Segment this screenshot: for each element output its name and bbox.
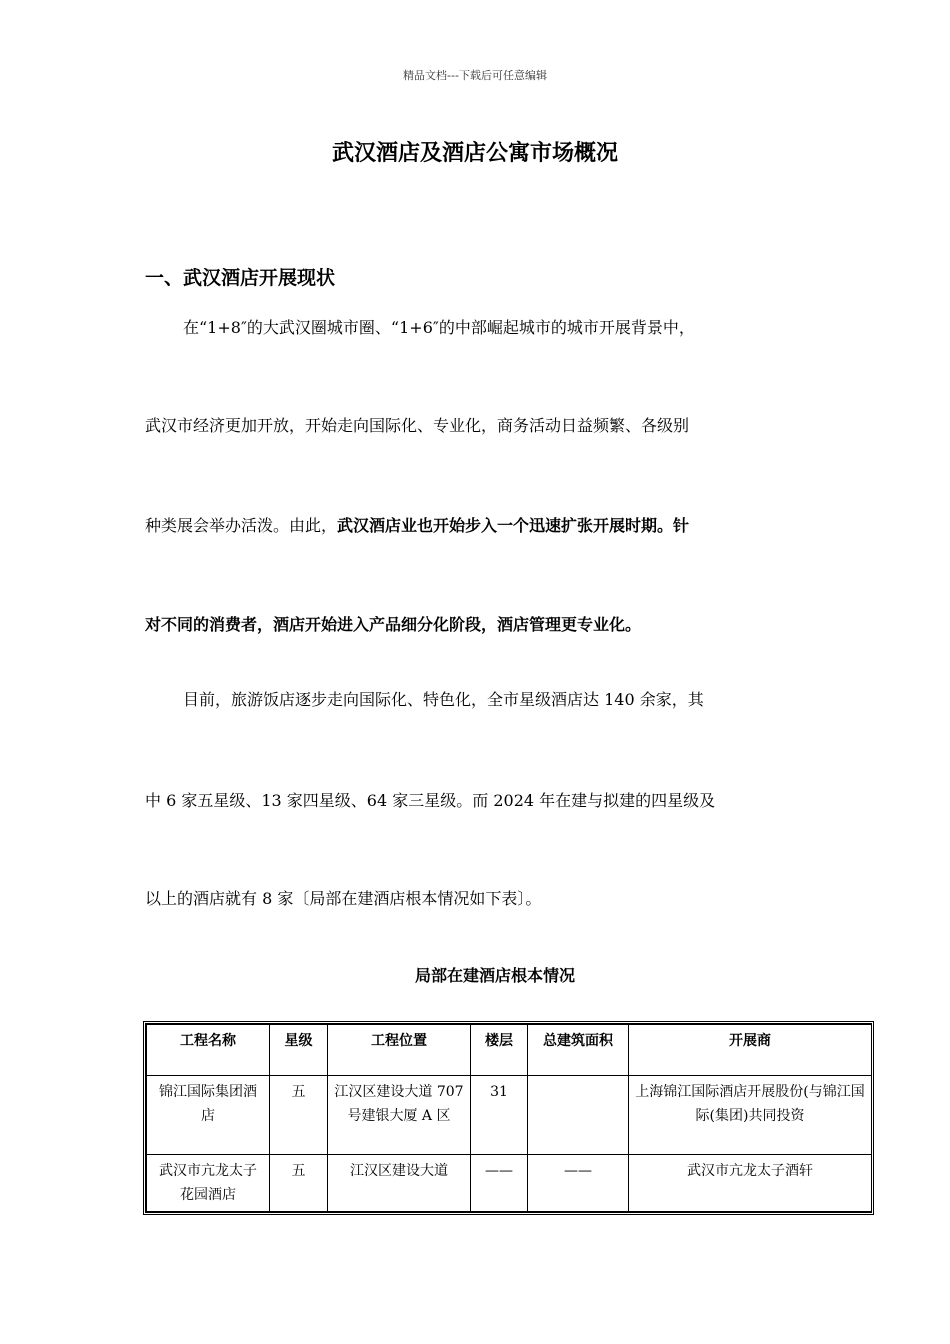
table-header-row	[147, 1025, 872, 1076]
paragraph-line: 在“1+8″的大武汉圈城市圈、“1+6″的中部崛起城市的城市开展背景中，	[183, 318, 695, 337]
table-cell: 五	[270, 1155, 328, 1212]
header-cell-project-name: 工程名称	[147, 1025, 270, 1076]
table-cell	[528, 1076, 629, 1155]
paragraph-line: 武汉市经济更加开放，开始走向国际化、专业化，商务活动日益频繁、各级别	[145, 416, 690, 435]
header-cell-area: 总建筑面积	[528, 1025, 629, 1076]
table-cell: 上海锦江国际酒店开展股份(与锦江国际(集团)共同投资	[629, 1076, 872, 1155]
header-cell-location: 工程位置	[328, 1025, 471, 1076]
paragraph-line: 中 6 家五星级、13 家四星级、64 家三星级。而 2024 年在建与拟建的四星级及	[145, 791, 716, 810]
table-cell: 武汉市亢龙太子花园酒店	[147, 1155, 270, 1212]
paragraph-line: 目前，旅游饭店逐步走向国际化、特色化，全市星级酒店达 140 余家，其	[183, 690, 704, 709]
document-title: 武汉酒店及酒店公寓市场概况	[331, 140, 618, 166]
paragraph-text: 种类展会举办活泼。由此，	[145, 516, 338, 535]
emphasis-line: 对不同的消费者，酒店开始进入产品细分化阶段，酒店管理更专业化。	[145, 615, 642, 634]
header-note: 精品文档---下载后可任意编辑	[403, 69, 547, 82]
header-cell-developer: 开展商	[629, 1025, 872, 1076]
table-cell: ——	[471, 1155, 528, 1212]
hotel-table	[143, 1021, 874, 1215]
table-row	[147, 1155, 872, 1212]
emphasis-text: 武汉酒店业也开始步入一个迅速扩张开展时期。针	[337, 516, 690, 535]
table-cell: 31	[471, 1076, 528, 1155]
table-row	[147, 1076, 872, 1155]
table-cell: 武汉市亢龙太子酒轩	[629, 1155, 872, 1212]
section-heading: 一、武汉酒店开展现状	[145, 267, 336, 289]
table-caption: 局部在建酒店根本情况	[414, 966, 575, 985]
table-cell: 江汉区建设大道 707 号建银大厦 A 区	[328, 1076, 471, 1155]
table-cell: 江汉区建设大道	[328, 1155, 471, 1212]
header-cell-star: 星级	[270, 1025, 328, 1076]
table-cell: ——	[528, 1155, 629, 1212]
table-cell: 五	[270, 1076, 328, 1155]
table-cell: 锦江国际集团酒店	[147, 1076, 270, 1155]
paragraph-line: 以上的酒店就有 8 家〔局部在建酒店根本情况如下表〕。	[145, 889, 542, 908]
header-cell-floors: 楼层	[471, 1025, 528, 1076]
paragraph-line	[145, 513, 689, 536]
